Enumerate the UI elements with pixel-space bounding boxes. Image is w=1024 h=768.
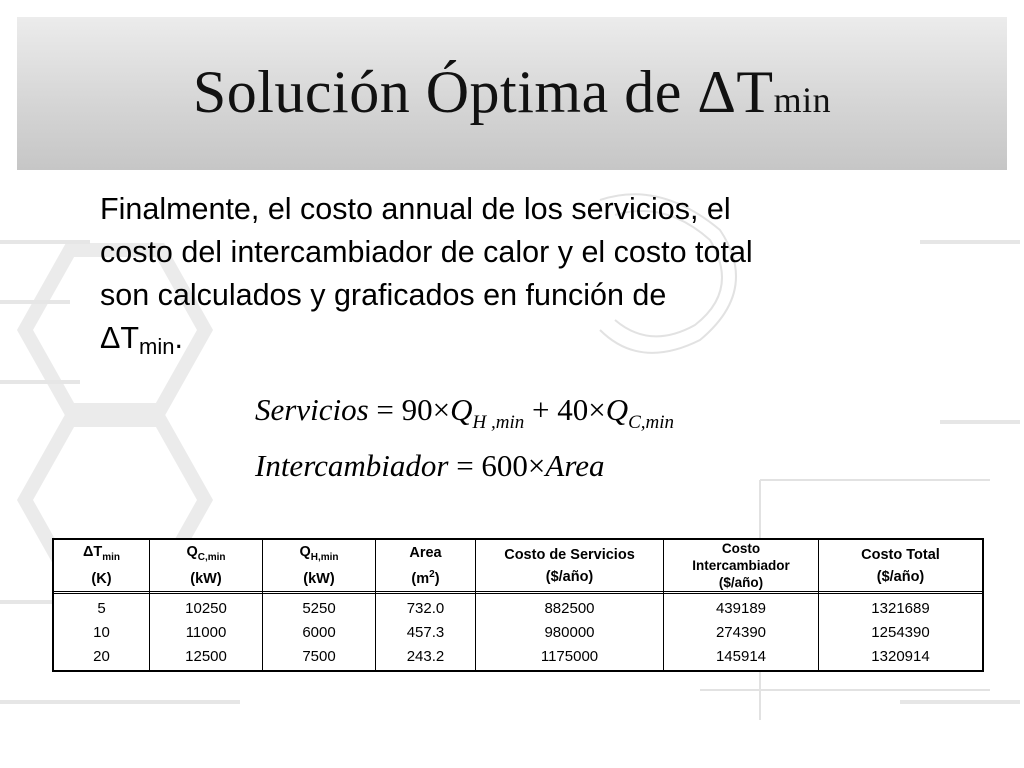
header-unit: (K) — [91, 571, 112, 588]
header-unit: (kW) — [190, 571, 222, 588]
table-cell: 1254390 — [871, 623, 930, 641]
header-main: Costo — [721, 541, 761, 556]
eq-equals: = — [368, 392, 402, 427]
eq-coef: 90 — [401, 392, 433, 427]
eq-var-subscript: C,min — [628, 412, 675, 433]
delta-t-symbol: ΔT — [100, 321, 140, 355]
eq-var: Q — [450, 392, 473, 427]
table-header — [476, 540, 663, 594]
eq-equals: = — [448, 448, 482, 483]
table-cell: 5250 — [302, 599, 336, 617]
title-subscript: min — [773, 80, 832, 120]
header-unit: ($/año) — [718, 575, 764, 590]
period: . — [174, 321, 183, 355]
table-header — [376, 540, 475, 594]
table-cell: 11000 — [185, 623, 227, 641]
body-line: son calculados y graficados en función de — [100, 278, 667, 312]
title-text: Solución Óptima de ΔT — [192, 59, 774, 125]
table-cell: 7500 — [302, 647, 336, 665]
eq-times: × — [527, 448, 546, 483]
table-cell: 274390 — [715, 623, 767, 641]
header-unit: (kW) — [303, 571, 335, 588]
table-header — [263, 540, 375, 594]
eq-times: × — [588, 392, 606, 427]
table-cells — [376, 594, 475, 670]
table-column — [818, 540, 982, 670]
table-cells — [150, 594, 262, 670]
header-unit-post: ) — [434, 570, 440, 587]
header-main: Area — [409, 544, 442, 561]
table-header — [150, 540, 262, 594]
equation-servicios — [255, 392, 675, 433]
slide-title — [0, 58, 1024, 127]
eq-times: × — [432, 392, 451, 427]
table-cell: 457.3 — [406, 623, 445, 641]
body-line: costo del intercambiador de calor y el costo total — [100, 235, 753, 269]
table-cell: 10 — [93, 623, 110, 641]
eq-rhs: Area — [545, 448, 605, 483]
eq-plus: + — [524, 392, 558, 427]
table-cells — [54, 594, 149, 670]
delta-t-subscript: min — [139, 334, 175, 359]
table-cell: 5 — [97, 599, 106, 617]
table-cell: 12500 — [185, 647, 227, 665]
table-column — [663, 540, 818, 670]
header-subscript: H,min — [310, 551, 339, 563]
table-cell: 439189 — [715, 599, 767, 617]
eq-var-subscript: H ,min — [472, 412, 525, 433]
results-table — [52, 538, 984, 672]
table-cell: 1321689 — [871, 599, 930, 617]
table-column — [149, 540, 262, 670]
eq-var: Q — [605, 392, 629, 427]
table-column — [54, 540, 149, 670]
table-cells — [664, 594, 818, 670]
header-superscript: 2 — [429, 568, 435, 580]
table-cells — [819, 594, 982, 670]
table-column — [375, 540, 475, 670]
header-line2: Intercambiador — [692, 558, 790, 573]
table-cell: 145914 — [715, 647, 767, 665]
header-main: ΔT — [82, 543, 103, 560]
table-header — [664, 540, 818, 594]
table-cell: 20 — [93, 647, 110, 665]
table-cell: 243.2 — [406, 647, 445, 665]
header-subscript: min — [102, 551, 121, 563]
body-line: Finalmente, el costo annual de los servicios, el — [100, 192, 731, 226]
table-header — [819, 540, 982, 594]
body-line — [100, 317, 970, 362]
header-title — [263, 541, 375, 569]
eq-coef: 600 — [481, 448, 528, 483]
table-column — [475, 540, 663, 670]
table-cell: 1320914 — [871, 647, 930, 665]
table-cell: 882500 — [544, 599, 595, 617]
table-cell: 6000 — [302, 623, 336, 641]
header-unit — [376, 564, 475, 590]
equation-intercambiador — [255, 448, 605, 484]
table-cells — [263, 594, 375, 670]
header-title — [54, 541, 149, 569]
table-cell: 732.0 — [406, 599, 445, 617]
table-cell: 1175000 — [540, 647, 599, 665]
header-unit-pre: (m — [411, 570, 430, 587]
header-main: Costo de Servicios — [504, 546, 635, 563]
eq-lhs: Servicios — [255, 392, 369, 427]
header-main: Q — [186, 543, 198, 560]
header-main: Q — [299, 543, 311, 560]
eq-lhs: Intercambiador — [255, 448, 449, 483]
body-paragraph — [100, 188, 970, 362]
table-cell: 980000 — [544, 623, 595, 641]
header-unit: ($/año) — [876, 568, 925, 585]
table-cells — [476, 594, 663, 670]
header-main: Costo Total — [861, 546, 940, 563]
eq-coef: 40 — [557, 392, 589, 427]
header-unit: ($/año) — [545, 568, 594, 585]
table-column — [262, 540, 375, 670]
table-cell: 10250 — [185, 599, 227, 617]
table-header — [54, 540, 149, 594]
header-title — [150, 541, 262, 569]
header-subscript: C,min — [197, 551, 226, 563]
